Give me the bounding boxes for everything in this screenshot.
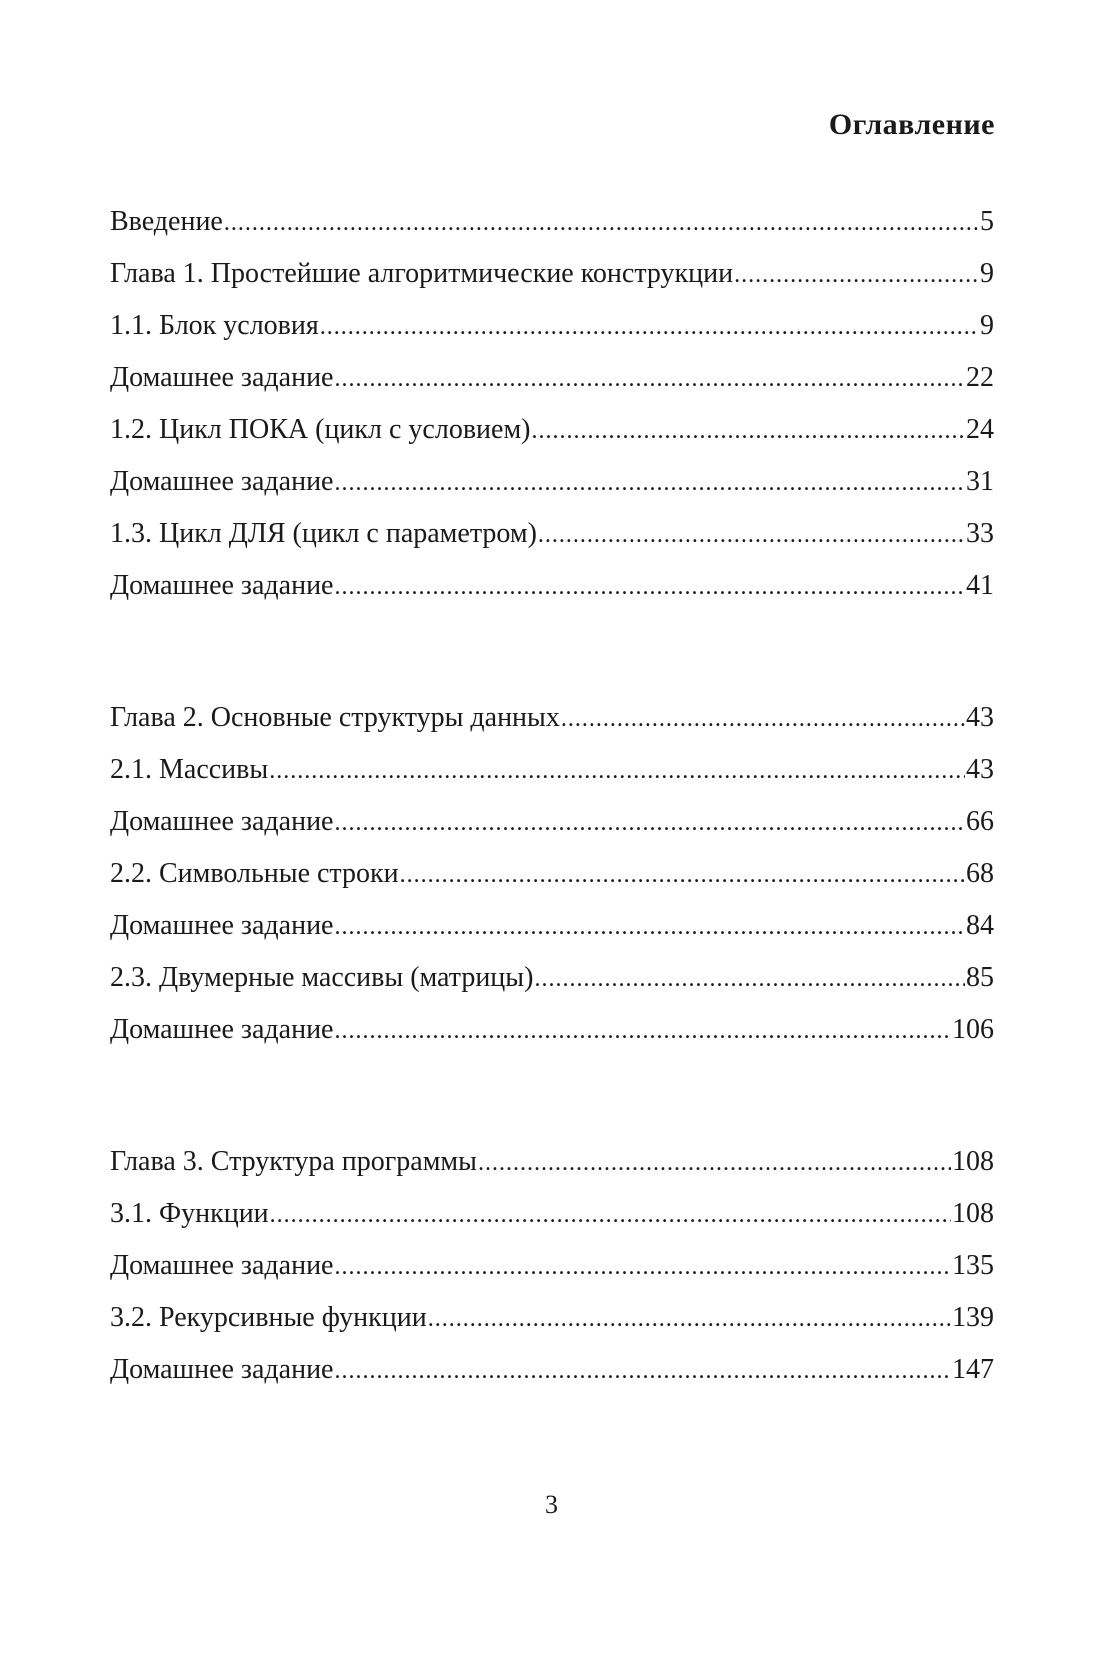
- toc-leader-dots: [478, 1136, 951, 1189]
- toc-leader-dots: [270, 1188, 951, 1241]
- toc-leader-dots: [561, 692, 965, 745]
- toc-entry-page: 66: [966, 806, 994, 837]
- toc-group-3: [110, 1136, 994, 1396]
- toc-entry-label: Домашнее задание: [110, 1250, 334, 1281]
- toc-leader-dots: [532, 404, 966, 457]
- toc-leader-dots: [534, 952, 965, 1005]
- toc-leader-dots: [734, 248, 979, 301]
- toc-entry[interactable]: [110, 744, 994, 796]
- toc-entry[interactable]: [110, 352, 994, 404]
- toc-leader-dots: [334, 900, 965, 953]
- page-title: Оглавление: [828, 108, 995, 141]
- toc-leader-dots: [334, 1004, 951, 1057]
- toc-leader-dots: [334, 560, 965, 613]
- toc-entry-page: 31: [966, 466, 994, 497]
- toc-entry[interactable]: [110, 404, 994, 456]
- toc-entry[interactable]: [110, 560, 994, 612]
- toc-entry[interactable]: [110, 796, 994, 848]
- toc-entry-page: 135: [952, 1250, 994, 1281]
- toc-entry-page: 43: [966, 702, 994, 733]
- toc-entry-label: Домашнее задание: [110, 362, 334, 393]
- toc-leader-dots: [334, 796, 965, 849]
- toc-entry[interactable]: [110, 1004, 994, 1056]
- table-of-contents: [110, 196, 994, 1476]
- toc-entry[interactable]: [110, 196, 994, 248]
- toc-leader-dots: [334, 456, 965, 509]
- toc-entry-page: 24: [966, 414, 994, 445]
- toc-entry[interactable]: [110, 848, 994, 900]
- toc-entry-page: 147: [952, 1354, 994, 1385]
- toc-entry-label: Домашнее задание: [110, 910, 334, 941]
- toc-entry-page: 108: [952, 1198, 994, 1229]
- toc-entry[interactable]: [110, 300, 994, 352]
- toc-leader-dots: [320, 300, 979, 353]
- toc-entry-page: 68: [966, 858, 994, 889]
- toc-entry-page: 108: [952, 1146, 994, 1177]
- toc-entry-label: Глава 2. Основные структуры данных: [110, 702, 560, 733]
- toc-entry-label: Домашнее задание: [110, 806, 334, 837]
- toc-entry-page: 5: [980, 206, 994, 237]
- toc-entry-page: 84: [966, 910, 994, 941]
- toc-leader-dots: [269, 744, 965, 797]
- toc-entry-label: Домашнее задание: [110, 570, 334, 601]
- toc-entry-label: Глава 3. Структура программы: [110, 1146, 477, 1177]
- toc-entry-page: 41: [966, 570, 994, 601]
- toc-entry-label: 1.3. Цикл ДЛЯ (цикл с параметром): [110, 518, 537, 549]
- toc-entry-label: Домашнее задание: [110, 1014, 334, 1045]
- toc-entry-label: 2.2. Символьные строки: [110, 858, 399, 889]
- toc-entry[interactable]: [110, 1240, 994, 1292]
- toc-entry-page: 22: [966, 362, 994, 393]
- toc-leader-dots: [334, 1344, 951, 1397]
- toc-entry-label: 1.1. Блок условия: [110, 310, 319, 341]
- toc-entry-label: Глава 1. Простейшие алгоритмические конструкции: [110, 258, 734, 289]
- toc-group-2: [110, 692, 994, 1056]
- toc-leader-dots: [400, 848, 965, 901]
- toc-entry[interactable]: [110, 692, 994, 744]
- toc-entry-page: 9: [980, 258, 994, 289]
- toc-entry[interactable]: [110, 248, 994, 300]
- toc-entry-label: 2.1. Массивы: [110, 754, 269, 785]
- toc-entry[interactable]: [110, 1188, 994, 1240]
- toc-entry-page: 33: [966, 518, 994, 549]
- toc-entry[interactable]: [110, 952, 994, 1004]
- toc-entry[interactable]: [110, 1136, 994, 1188]
- toc-entry-page: 106: [952, 1014, 994, 1045]
- toc-entry-label: 2.3. Двумерные массивы (матрицы): [110, 962, 534, 993]
- toc-leader-dots: [538, 508, 965, 561]
- toc-entry-label: 3.2. Рекурсивные функции: [110, 1302, 427, 1333]
- toc-entry-page: 85: [966, 962, 994, 993]
- toc-entry-label: 3.1. Функции: [110, 1198, 269, 1229]
- toc-group-1: [110, 196, 994, 612]
- toc-leader-dots: [224, 196, 979, 249]
- toc-entry-page: 139: [952, 1302, 994, 1333]
- toc-leader-dots: [428, 1292, 951, 1345]
- toc-entry-page: 43: [966, 754, 994, 785]
- toc-entry[interactable]: [110, 1292, 994, 1344]
- toc-entry-page: 9: [980, 310, 994, 341]
- toc-entry[interactable]: [110, 900, 994, 952]
- toc-entry-label: Домашнее задание: [110, 466, 334, 497]
- toc-entry-label: 1.2. Цикл ПОКА (цикл с условием): [110, 414, 531, 445]
- toc-leader-dots: [334, 352, 965, 405]
- toc-entry-label: Введение: [110, 206, 223, 237]
- toc-entry[interactable]: [110, 508, 994, 560]
- page-number: 3: [545, 1490, 558, 1519]
- toc-leader-dots: [334, 1240, 951, 1293]
- toc-entry[interactable]: [110, 456, 994, 508]
- toc-entry[interactable]: [110, 1344, 994, 1396]
- toc-entry-label: Домашнее задание: [110, 1354, 334, 1385]
